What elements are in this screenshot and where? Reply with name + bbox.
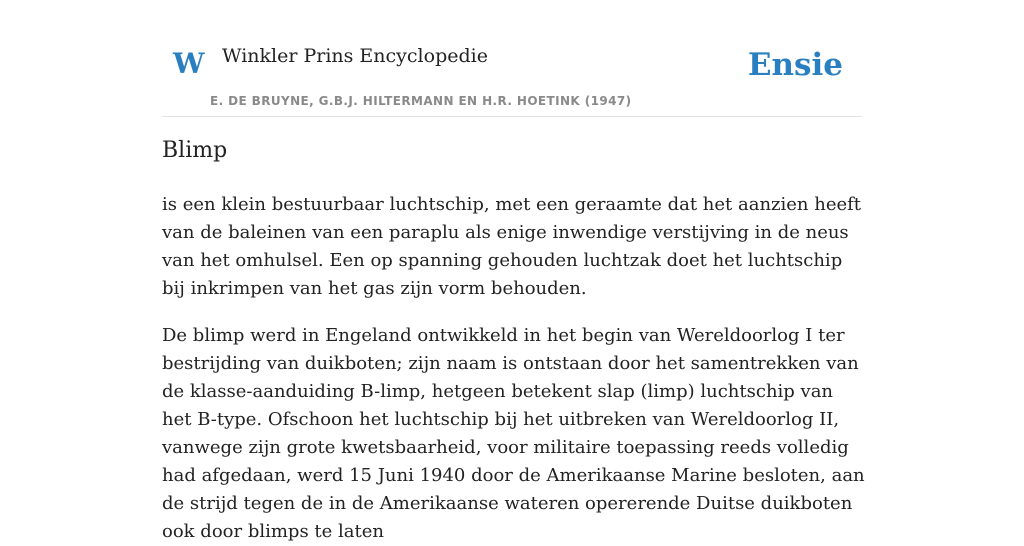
article-title: Blimp xyxy=(162,138,228,163)
ensie-logo-link[interactable]: Ensie xyxy=(747,47,843,83)
article xyxy=(162,138,867,546)
article-paragraph: De blimp werd in Engeland ontwikkeld in het begin van Wereldoorlog I ter bestrijding van duikboten; zijn naam is ontstaan door het samentrekken van de klasse-aanduiding B-limp, hetgeen betekent slap (limp) luchtschip van het B-type. Ofschoon het luchtschip bij het uitbreken van Wereldoorlog II, vanwege zijn grote kwetsbaarheid, voor militaire toepassing reeds volledig had afgedaan, werd 15 Juni 1940 door de Amerikaanse Marine besloten, aan de strijd tegen de in de Amerikaanse wateren opererende Duitse duikboten ook door blimps te laten xyxy=(162,325,865,543)
header xyxy=(162,0,862,117)
book-authors: E. DE BRUYNE, G.B.J. HILTERMANN EN H.R. HOETINK (1947) xyxy=(210,94,632,108)
winkler-prins-logo[interactable]: W xyxy=(173,47,205,80)
article-paragraph: is een klein bestuurbaar luchtschip, met een geraamte dat het aanzien heeft van de baleinen van een paraplu als enige inwendige verstijving in de neus van het omhulsel. Een op spanning gehouden luchtzak doet het luchtschip bij inkrimpen van het gas zijn vorm behouden. xyxy=(162,194,862,300)
book-title[interactable]: Winkler Prins Encyclopedie xyxy=(222,45,488,67)
